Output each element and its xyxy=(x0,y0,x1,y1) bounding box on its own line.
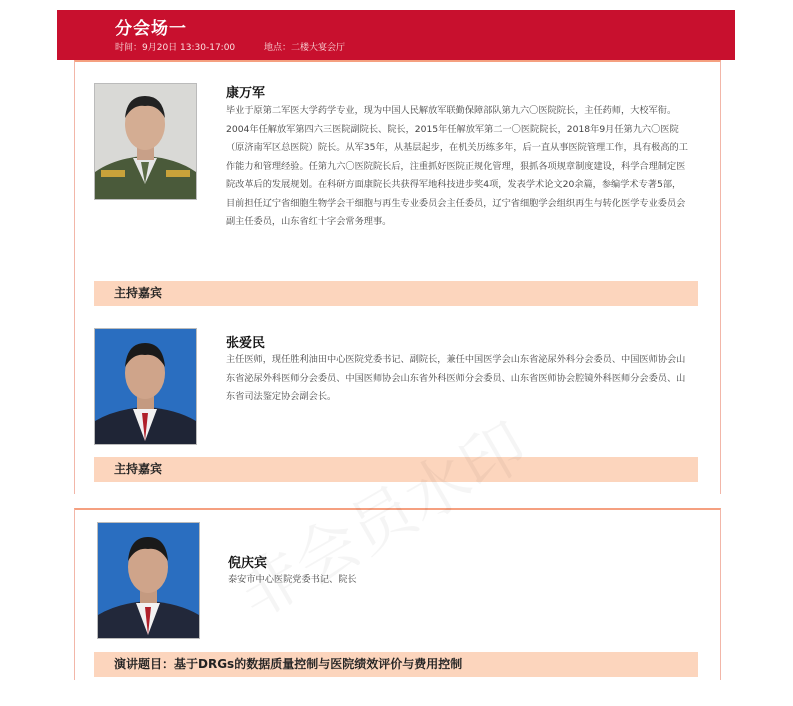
speaker-name: 倪庆宾 xyxy=(228,556,268,571)
session-info xyxy=(115,40,371,53)
speaker-name: 康万军 xyxy=(226,86,266,101)
speaker-photo xyxy=(94,328,197,445)
speaker-name: 张爱民 xyxy=(226,336,266,351)
speaker-bio: 毕业于原第二军医大学药学专业，现为中国人民解放军联勤保障部队第九六〇医院院长，主任药师，大校军衔。2004年任解放军第四六三医院副院长、院长，2015年任解放军第二一〇医院院长，2018年9月任第九六〇医院（原济南军区总医院）院长。从军35年，从基层起步，在机关历练多年，后一直从事医院管理工作，具有极高的工作能力和管理经验。任第九六〇医院院长后，注重抓好医院正规化管理，狠抓各项规章制度建设，科学合理制定医院改革后的发展规划。在科研方面康院长共获得军地科技进步奖4项，发表学术论文20余篇，参编学术专著5部，目前担任辽宁省细胞生物学会干细胞与再生专业委员会主任委员，辽宁省细胞学会组织再生与转化医学专业委员会副主任委员，山东省红十字会常务理事。 xyxy=(226,105,688,227)
session-location: 地点：二楼大宴会厅 xyxy=(264,43,346,53)
session-title: 分会场一 xyxy=(115,19,187,39)
speaker-photo xyxy=(94,83,197,200)
talk-title-bar: 演讲题目：基于DRGs的数据质量控制与医院绩效评价与费用控制 xyxy=(94,652,698,677)
role-bar: 主持嘉宾 xyxy=(94,457,698,482)
session-banner xyxy=(57,10,735,60)
role-bar: 主持嘉宾 xyxy=(94,281,698,306)
speaker-photo xyxy=(97,522,200,639)
speaker-bio: 泰安市中心医院党委书记、院长 xyxy=(228,574,357,585)
session-time: 时间：9月20日 13:30-17:00 xyxy=(115,43,236,53)
speaker-bio: 主任医师，现任胜利油田中心医院党委书记、副院长，兼任中国医学会山东省泌尿外科分会委员、中国医师协会山东省泌尿外科医师分会委员、中国医师协会山东省外科医师分会委员、山东省医师协会腔镜外科医师分会委员、山东省司法鉴定协会副会长。 xyxy=(226,354,686,402)
